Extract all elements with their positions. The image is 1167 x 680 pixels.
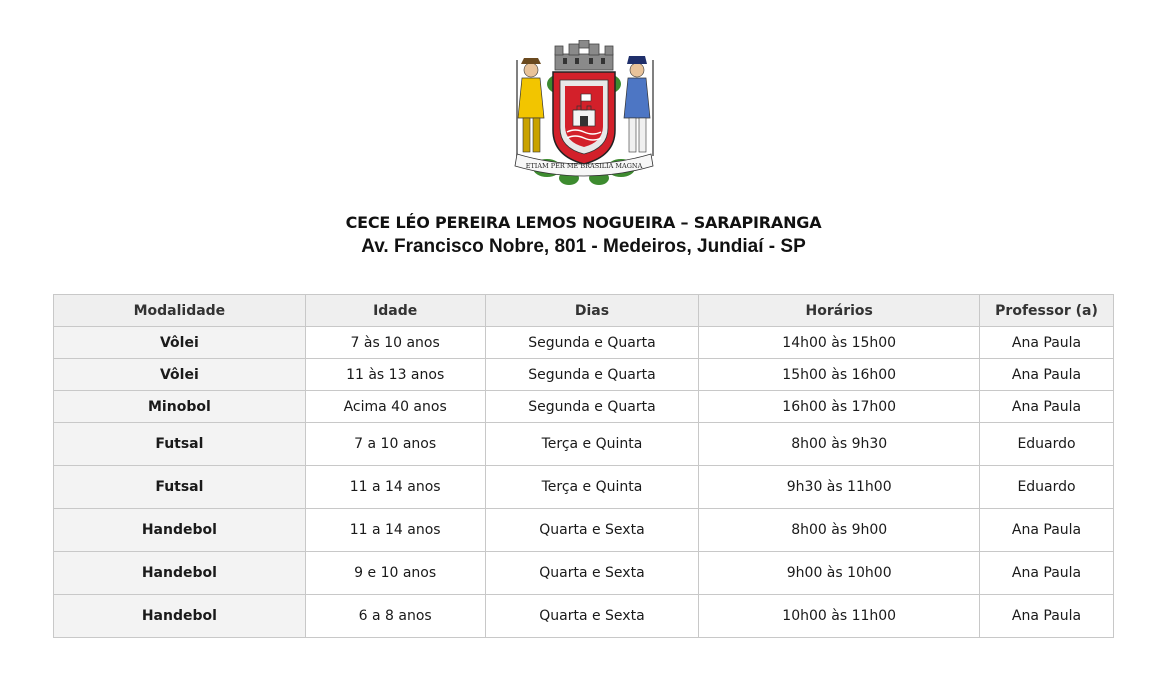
table-header-row xyxy=(54,295,1114,327)
cell-idade: 9 e 10 anos xyxy=(305,552,485,595)
cell-professor: Eduardo xyxy=(980,466,1114,509)
table-row xyxy=(54,595,1114,638)
table-row xyxy=(54,359,1114,391)
cell-modalidade: Handebol xyxy=(54,552,306,595)
cell-modalidade: Vôlei xyxy=(54,327,306,359)
cell-professor: Ana Paula xyxy=(980,552,1114,595)
city-crest-logo xyxy=(503,40,665,190)
cell-idade: 7 a 10 anos xyxy=(305,423,485,466)
schedule-table xyxy=(53,294,1114,638)
cell-dias: Quarta e Sexta xyxy=(485,509,699,552)
table-row xyxy=(54,466,1114,509)
cell-horarios: 9h30 às 11h00 xyxy=(699,466,980,509)
cell-idade: Acima 40 anos xyxy=(305,391,485,423)
cell-modalidade: Vôlei xyxy=(54,359,306,391)
table-row xyxy=(54,552,1114,595)
cell-dias: Terça e Quinta xyxy=(485,466,699,509)
svg-text:ETIAM PER ME BRASILIA MAGNA: ETIAM PER ME BRASILIA MAGNA xyxy=(525,162,643,170)
cell-idade: 7 às 10 anos xyxy=(305,327,485,359)
cell-modalidade: Futsal xyxy=(54,423,306,466)
column-header-idade: Idade xyxy=(305,295,485,327)
cell-dias: Segunda e Quarta xyxy=(485,327,699,359)
cell-professor: Eduardo xyxy=(980,423,1114,466)
cell-horarios: 9h00 às 10h00 xyxy=(699,552,980,595)
cell-professor: Ana Paula xyxy=(980,509,1114,552)
cell-professor: Ana Paula xyxy=(980,391,1114,423)
cell-modalidade: Minobol xyxy=(54,391,306,423)
column-header-dias: Dias xyxy=(485,295,699,327)
cell-modalidade: Handebol xyxy=(54,509,306,552)
column-header-modalidade: Modalidade xyxy=(54,295,306,327)
cell-horarios: 15h00 às 16h00 xyxy=(699,359,980,391)
institution-name: CECE LÉO PEREIRA LEMOS NOGUEIRA – SARAPIRANGA xyxy=(345,213,822,232)
institution-address: Av. Francisco Nobre, 801 - Medeiros, Jundiaí - SP xyxy=(361,236,806,257)
cell-horarios: 10h00 às 11h00 xyxy=(699,595,980,638)
table-row xyxy=(54,423,1114,466)
cell-horarios: 16h00 às 17h00 xyxy=(699,391,980,423)
cell-professor: Ana Paula xyxy=(980,359,1114,391)
cell-horarios: 8h00 às 9h00 xyxy=(699,509,980,552)
cell-dias: Terça e Quinta xyxy=(485,423,699,466)
table-row xyxy=(54,509,1114,552)
cell-horarios: 14h00 às 15h00 xyxy=(699,327,980,359)
cell-idade: 11 a 14 anos xyxy=(305,466,485,509)
cell-modalidade: Futsal xyxy=(54,466,306,509)
cell-dias: Segunda e Quarta xyxy=(485,359,699,391)
cell-idade: 11 às 13 anos xyxy=(305,359,485,391)
table-row xyxy=(54,327,1114,359)
cell-dias: Quarta e Sexta xyxy=(485,595,699,638)
cell-modalidade: Handebol xyxy=(54,595,306,638)
column-header-horarios: Horários xyxy=(699,295,980,327)
table-row xyxy=(54,391,1114,423)
cell-horarios: 8h00 às 9h30 xyxy=(699,423,980,466)
column-header-professor: Professor (a) xyxy=(980,295,1114,327)
cell-dias: Quarta e Sexta xyxy=(485,552,699,595)
cell-professor: Ana Paula xyxy=(980,595,1114,638)
cell-idade: 11 a 14 anos xyxy=(305,509,485,552)
cell-professor: Ana Paula xyxy=(980,327,1114,359)
cell-idade: 6 a 8 anos xyxy=(305,595,485,638)
cell-dias: Segunda e Quarta xyxy=(485,391,699,423)
